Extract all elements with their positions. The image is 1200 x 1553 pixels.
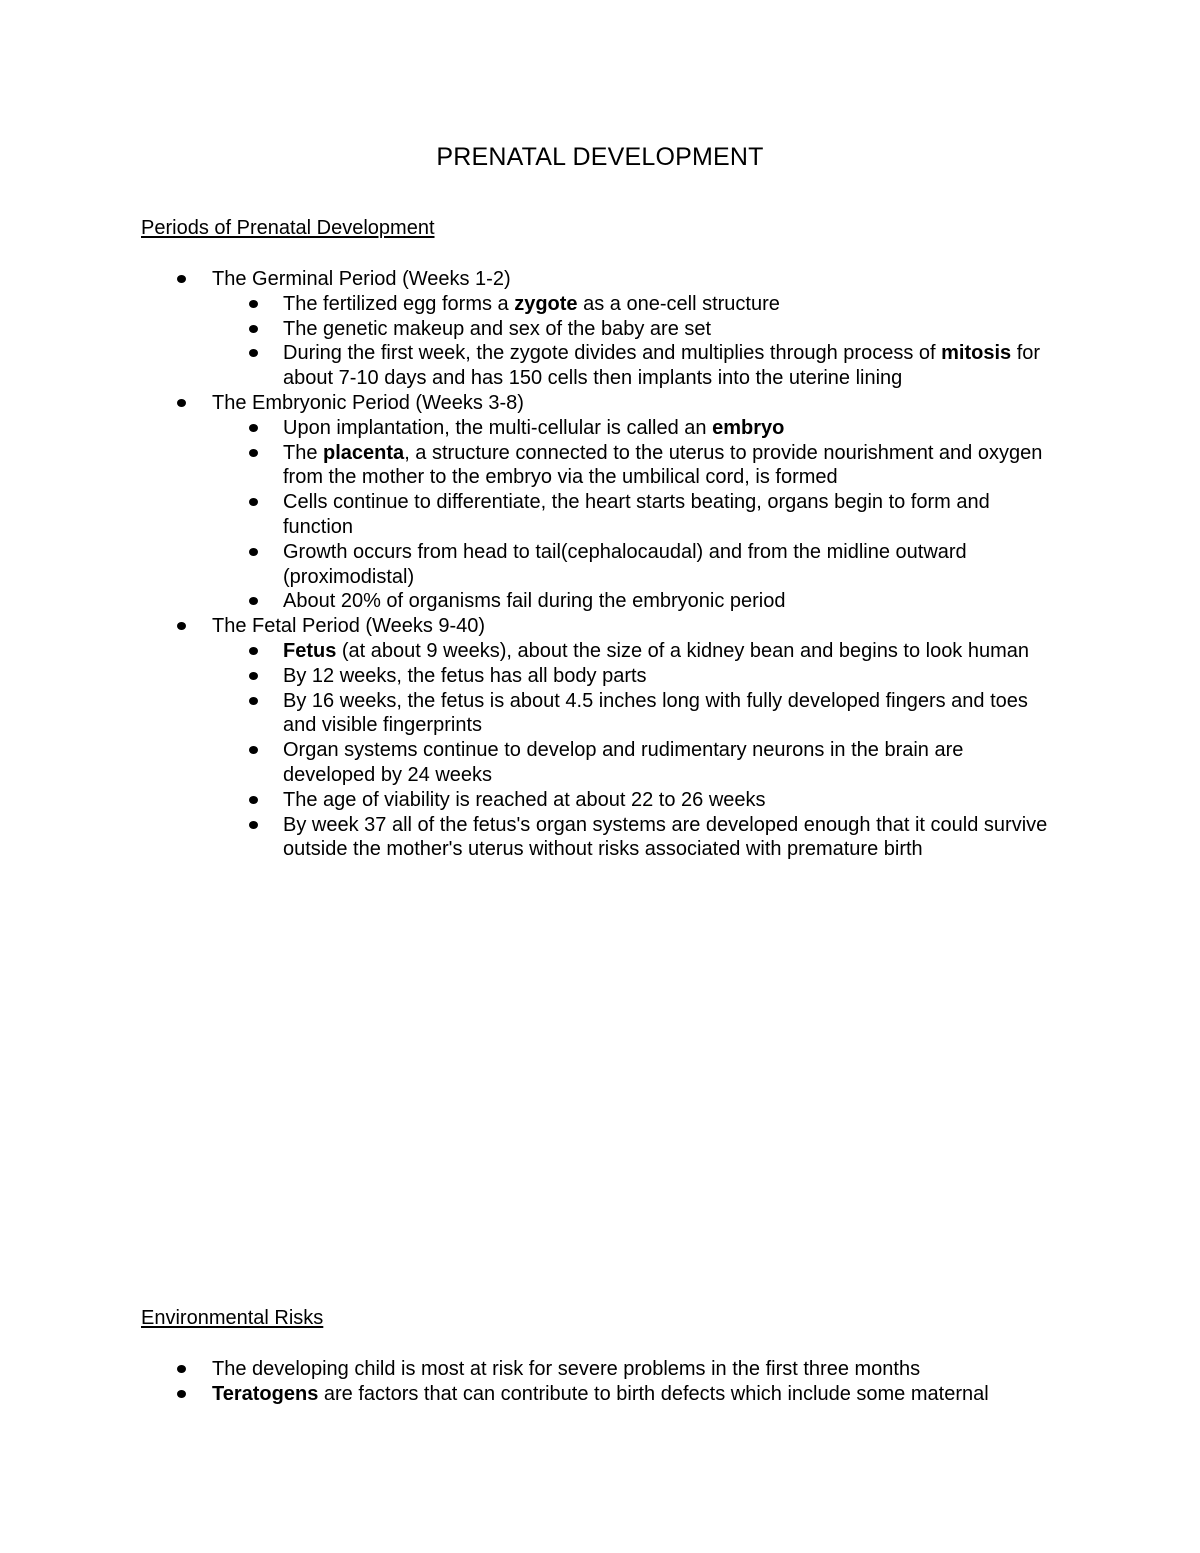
bullet-icon	[249, 796, 258, 804]
list-item-label: The Germinal Period (Weeks 1-2)	[212, 268, 511, 290]
bullet-icon	[249, 300, 258, 308]
bullet-icon	[177, 622, 186, 630]
sub-list-item	[0, 639, 1200, 664]
sub-item-text: By 12 weeks, the fetus has all body parts	[283, 664, 647, 687]
bullet-icon	[177, 275, 186, 283]
sub-list-item	[0, 813, 1200, 863]
bullet-icon	[249, 449, 258, 457]
page-title: PRENATAL DEVELOPMENT	[436, 143, 764, 171]
bullet-icon	[249, 349, 258, 357]
bullet-icon	[177, 399, 186, 407]
bullet-icon	[249, 746, 258, 754]
section-heading-periods: Periods of Prenatal Development	[141, 217, 435, 239]
sub-list-item	[0, 341, 1200, 391]
sub-list-item	[0, 292, 1200, 317]
bullet-icon	[249, 597, 258, 605]
sub-item-text: (at about 9 weeks), about the size of a kidney bean and begins to look human	[336, 639, 1030, 662]
sub-item-text: Upon implantation, the multi-cellular is called an	[283, 416, 713, 439]
key-term: mitosis	[941, 342, 1012, 365]
sub-list-item	[0, 441, 1200, 491]
sub-list-item	[0, 540, 1200, 590]
sub-list-item	[0, 689, 1200, 739]
bullet-icon	[249, 325, 258, 333]
bullet-icon	[249, 424, 258, 432]
sub-item-text: as a one-cell structure	[577, 292, 780, 315]
sub-list-item	[0, 317, 1200, 342]
section-heading-environmental-risks: Environmental Risks	[141, 1307, 324, 1329]
sub-list-item	[0, 664, 1200, 689]
list-item-embryonic-period	[0, 391, 1200, 416]
list-item-text: are factors that can contribute to birth defects which include some maternal	[318, 1382, 989, 1405]
sub-list-item	[0, 738, 1200, 788]
sub-item-text: The	[283, 441, 324, 464]
bullet-icon	[177, 1390, 186, 1398]
sub-item-text: Growth occurs from head to tail(cephalocaudal) and from the midline outward (proximodistal)	[283, 540, 967, 588]
list-item-fetal-period	[0, 614, 1200, 639]
sub-item-text: By 16 weeks, the fetus is about 4.5 inches long with fully developed fingers and toes and visible fingerprints	[283, 689, 1028, 737]
sub-item-text: Cells continue to differentiate, the heart starts beating, organs begin to form and function	[283, 491, 990, 538]
sub-item-text: The age of viability is reached at about 22 to 26 weeks	[283, 788, 766, 811]
list-item-germinal-period	[0, 267, 1200, 292]
key-term: placenta	[323, 441, 405, 464]
sub-item-text: , a structure connected to the uterus to provide nourishment and oxygen from the mother to the embryo via the umbilical cord, is formed	[283, 441, 1043, 489]
sub-list-item	[0, 589, 1200, 614]
bullet-icon	[177, 1365, 186, 1373]
periods-list	[0, 267, 1200, 862]
sub-list-item	[0, 416, 1200, 441]
bullet-icon	[249, 647, 258, 655]
risks-list	[0, 1357, 1200, 1407]
key-term: zygote	[514, 292, 578, 315]
key-term: Teratogens	[212, 1382, 319, 1405]
bullet-icon	[249, 672, 258, 680]
sub-item-text: About 20% of organisms fail during the embryonic period	[283, 590, 786, 613]
list-item-label: The Fetal Period (Weeks 9-40)	[212, 615, 486, 638]
sub-list-item	[0, 788, 1200, 813]
bullet-icon	[249, 548, 258, 556]
bullet-icon	[249, 498, 258, 506]
sub-item-text: The genetic makeup and sex of the baby are set	[283, 317, 712, 340]
bullet-icon	[249, 821, 258, 829]
sub-item-text: During the first week, the zygote divides and multiplies through process of	[283, 342, 942, 365]
sub-item-text: Organ systems continue to develop and rudimentary neurons in the brain are developed by 24 weeks	[283, 739, 964, 786]
list-item	[0, 1382, 1200, 1407]
bullet-icon	[249, 697, 258, 705]
sub-item-text: for about 7-10 days and has 150 cells then implants into the uterine lining	[283, 342, 1041, 390]
sub-item-text: By week 37 all of the fetus's organ systems are developed enough that it could survive outside the mother's uterus without risks associated with premature birth	[283, 813, 1048, 861]
key-term: embryo	[712, 416, 785, 439]
sub-item-text: The fertilized egg forms a	[283, 292, 515, 315]
list-item-label: The Embryonic Period (Weeks 3-8)	[212, 391, 524, 414]
list-item-text: The developing child is most at risk for severe problems in the first three months	[212, 1358, 921, 1380]
key-term: Fetus	[283, 639, 337, 662]
sub-list-item	[0, 490, 1200, 540]
list-item	[0, 1357, 1200, 1382]
